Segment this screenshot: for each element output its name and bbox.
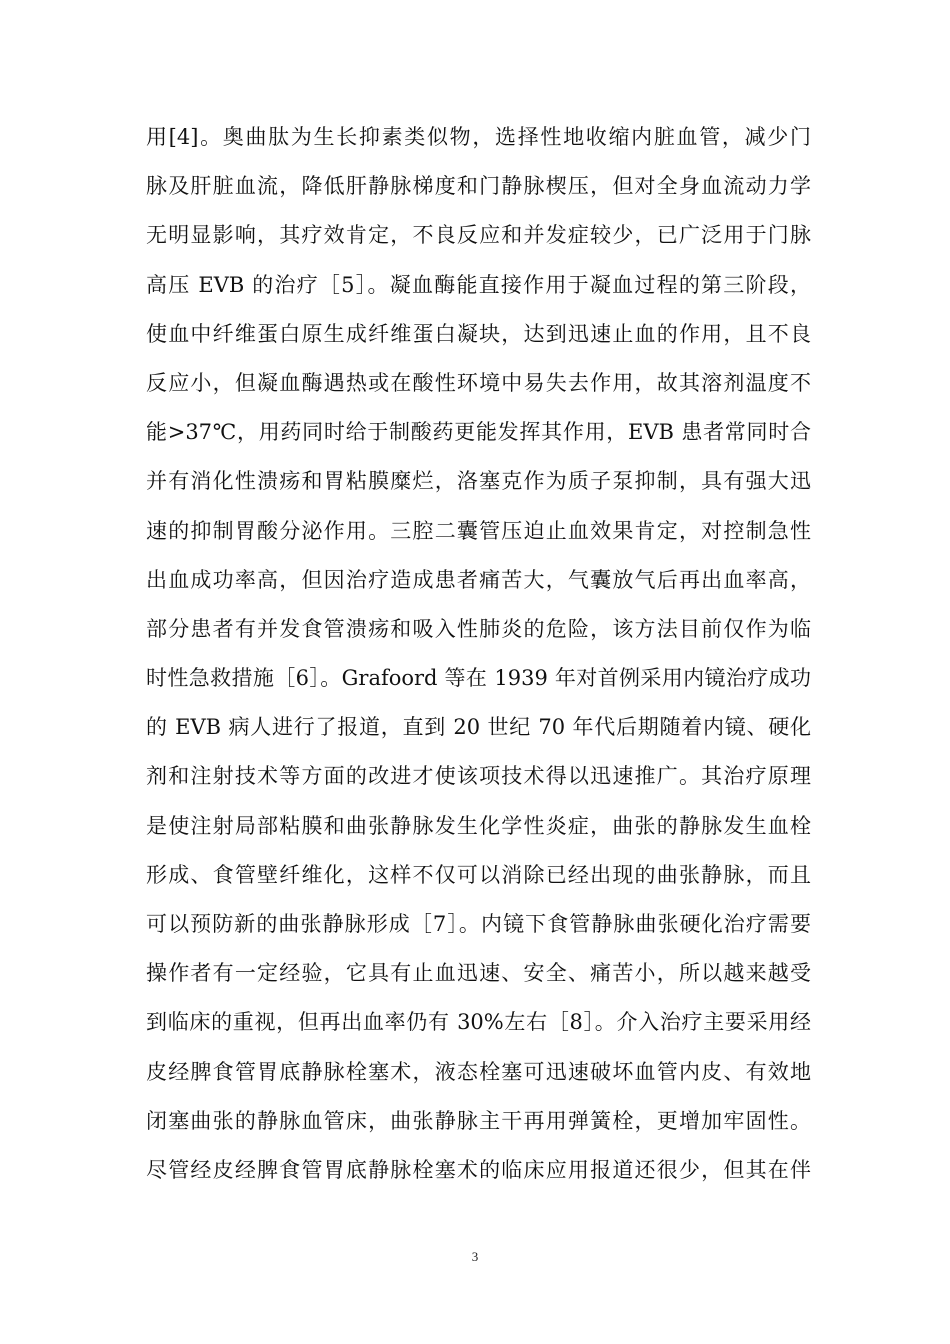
text-line: 并有消化性溃疡和胃粘膜糜烂，洛塞克作为质子泵抑制，具有强大迅 [146, 469, 811, 494]
text-line: 部分患者有并发食管溃疡和吸入性肺炎的危险，该方法目前仅作为临 [146, 616, 811, 641]
text-line: 的 EVB 病人进行了报道，直到 20 世纪 70 年代后期随着内镜、硬化 [146, 715, 811, 740]
text-line: 到临床的重视，但再出血率仍有 30%左右［8］。介入治疗主要采用经 [146, 1010, 811, 1035]
text-line: 使血中纤维蛋白原生成纤维蛋白凝块，达到迅速止血的作用，且不良 [146, 321, 811, 346]
text-line: 速的抑制胃酸分泌作用。三腔二囊管压迫止血效果肯定，对控制急性 [146, 518, 811, 543]
text-line: 反应小，但凝血酶遇热或在酸性环境中易失去作用，故其溶剂温度不 [146, 370, 811, 395]
text-line: 闭塞曲张的静脉血管床，曲张静脉主干再用弹簧栓，更增加牢固性。 [146, 1108, 811, 1133]
text-line: 皮经脾食管胃底静脉栓塞术，液态栓塞可迅速破坏血管内皮、有效地 [146, 1059, 811, 1084]
text-line: 操作者有一定经验，它具有止血迅速、安全、痛苦小，所以越来越受 [146, 961, 811, 986]
text-line: 剂和注射技术等方面的改进才使该项技术得以迅速推广。其治疗原理 [146, 764, 811, 789]
text-line: 是使注射局部粘膜和曲张静脉发生化学性炎症，曲张的静脉发生血栓 [146, 813, 811, 838]
page-number: 3 [471, 1249, 479, 1264]
text-line: 可以预防新的曲张静脉形成［7］。内镜下食管静脉曲张硬化治疗需要 [146, 912, 811, 936]
text-line: 用[4]。奥曲肽为生长抑素类似物，选择性地收缩内脏血管，减少门 [146, 125, 811, 149]
text-line: 无明显影响，其疗效肯定，不良反应和并发症较少，已广泛用于门脉 [146, 223, 811, 248]
text-line: 形成、食管壁纤维化，这样不仅可以消除已经出现的曲张静脉，而且 [146, 862, 811, 887]
text-line: 出血成功率高，但因治疗造成患者痛苦大，气囊放气后再出血率高， [146, 567, 811, 592]
text-line: 尽管经皮经脾食管胃底静脉栓塞术的临床应用报道还很少，但其在伴 [146, 1157, 811, 1182]
text-line: 时性急救措施［6］。Grafoord 等在 1939 年对首例采用内镜治疗成功 [146, 666, 811, 691]
text-line: 高压 EVB 的治疗［5］。凝血酶能直接作用于凝血过程的第三阶段， [146, 272, 811, 297]
text-line: 能>37℃，用药同时给于制酸药更能发挥其作用，EVB 患者常同时合 [146, 420, 811, 445]
body-paragraph [146, 113, 811, 1195]
text-line: 脉及肝脏血流，降低肝静脉梯度和门静脉楔压，但对全身血流动力学 [146, 174, 811, 199]
